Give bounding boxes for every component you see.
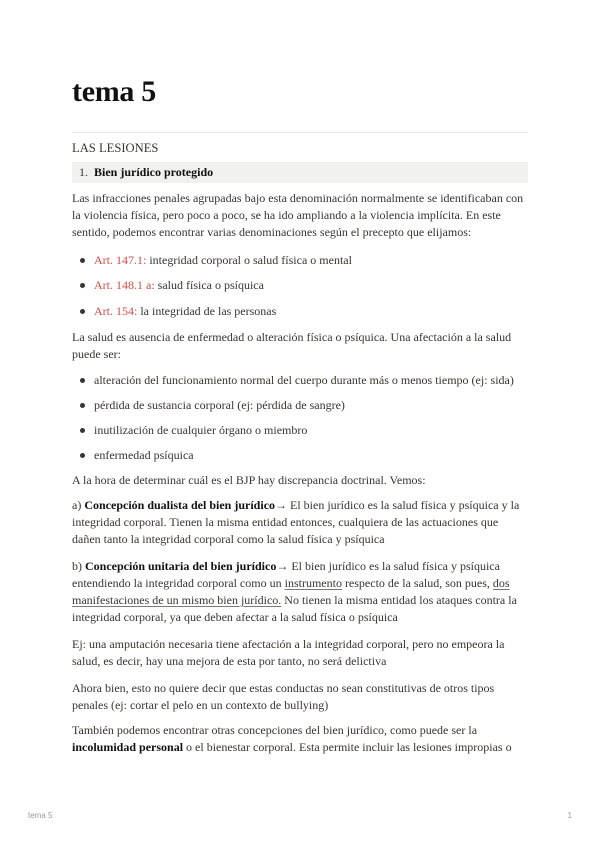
- bullet-icon: [80, 403, 85, 408]
- heading-label: Bien jurídico protegido: [94, 165, 214, 179]
- tambien-paragraph: También podemos encontrar otras concepciones del bien jurídico, como puede ser la incolumidad personal o el bienestar corporal. Esta permite incluir las lesiones impropias o: [72, 723, 512, 754]
- article-link[interactable]: Art. 148.1 a:: [94, 278, 155, 292]
- article-link[interactable]: Art. 154:: [94, 304, 138, 318]
- page-title: tema 5: [72, 75, 156, 108]
- bullet-icon: [80, 258, 85, 263]
- ahora-bien-paragraph: Ahora bien, esto no quiere decir que estas conductas no sean constitutivas de otros tipos penales (ej: cortar el pelo en un contexto de bullying): [72, 681, 495, 712]
- article-link[interactable]: Art. 147.1:: [94, 253, 147, 267]
- concepcion-dualista: a) Concepción dualista del bien jurídico→ El bien jurídico es la salud física y psíquica y la integridad corporal. Tienen la misma entidad entonces, cualquiera de las actuaciones que dañen tanto la integridad corporal como la salud física y psíquica: [72, 498, 520, 546]
- page-number: 1: [567, 811, 572, 820]
- bullet-icon: [80, 283, 85, 288]
- bullet-icon: [80, 428, 85, 433]
- divider: [72, 132, 528, 133]
- salud-paragraph: La salud es ausencia de enfermedad o alteración física o psíquica. Una afectación a la salud puede ser:: [72, 330, 512, 361]
- intro-paragraph: Las infracciones penales agrupadas bajo esta denominación normalmente se identificaban con la violencia física, pero poco a poco, se ha ido ampliando a la violencia implícita. En este sentido, podemos encontrar varias denominaciones según el precepto que elijamos:: [72, 191, 524, 239]
- bjp-intro: A la hora de determinar cuál es el BJP hay discrepancia doctrinal. Vemos:: [72, 473, 426, 487]
- heading-number: 1.: [79, 165, 88, 179]
- section-label: LAS LESIONES: [72, 141, 159, 155]
- numbered-heading: [72, 162, 528, 183]
- footer-title: tema 5: [28, 811, 53, 820]
- concepcion-unitaria: b) Concepción unitaria del bien jurídico→ El bien jurídico es la salud física y psíquica entendiendo la integridad corporal como un instrumento respecto de la salud, son pues, dos manifestaciones de un mismo bien jurídico. No tienen la misma entidad los ataques contra la integridad corporal, ya que deben afectar a la salud física o psíquica: [72, 559, 517, 624]
- bullet-icon: [80, 453, 85, 458]
- bullet-icon: [80, 378, 85, 383]
- ejemplo-paragraph: Ej: una amputación necesaria tiene afectación a la integridad corporal, pero no empeora la salud, es decir, hay una mejora de esta por tanto, no será delictiva: [72, 637, 505, 668]
- bullet-icon: [80, 309, 85, 314]
